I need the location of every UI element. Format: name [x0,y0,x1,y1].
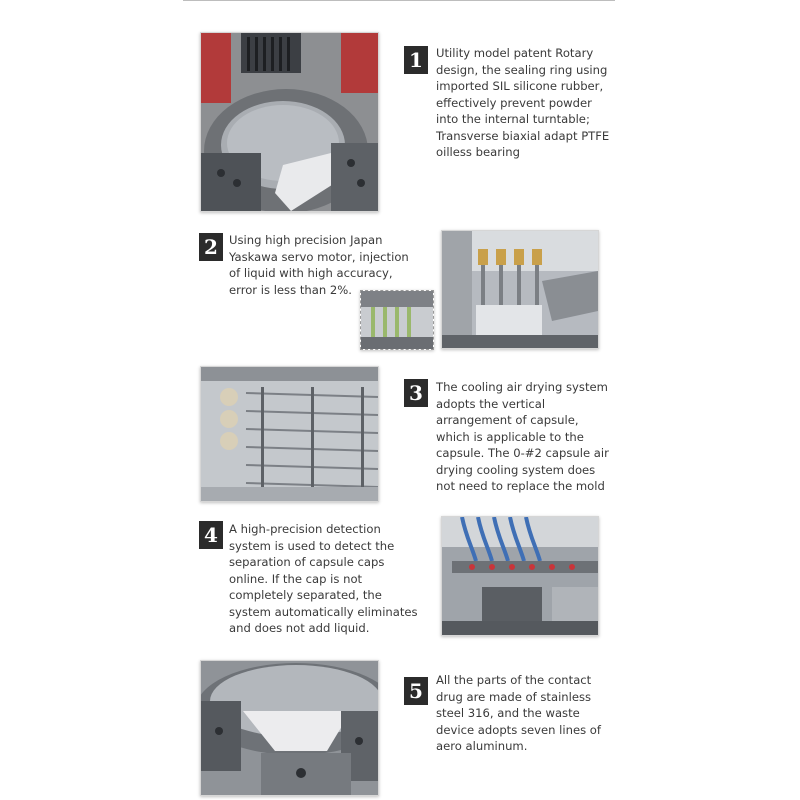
text-line: separation of capsule caps [229,555,385,569]
step-3-description [436,379,609,495]
text-line: Utility model patent Rotary [436,46,594,60]
text-line: Yaskawa servo motor, injection [229,249,409,264]
text-line: error is less than 2%. [229,282,352,297]
text-line: effectively prevent powder [436,95,592,110]
text-line: arrangement of capsule, [436,413,579,427]
text-line: drug are made of stainless [436,689,592,704]
step-number-4: 4 [199,521,223,549]
text-line: system automatically eliminates [229,604,418,619]
text-line: capsule. The 0-#2 capsule air [436,446,609,460]
text-line: online. If the cap is not [229,571,363,586]
step-5-description [436,672,601,755]
cap-detection-photo [441,516,599,636]
text-line: not need to replace the mold [436,479,605,493]
stainless-steel-parts-photo [200,660,379,796]
text-line: The cooling air drying system [436,380,608,394]
text-line: steel 316, and the waste [436,706,580,720]
text-line: A high-precision detection [229,522,381,536]
servo-injection-inset-photo [360,290,434,350]
text-line: Using high precision Japan [229,233,383,247]
text-line: Transverse biaxial adapt PTFE [436,128,610,143]
text-line: into the internal turntable; [436,112,590,126]
top-divider [183,0,615,1]
servo-injection-photo [441,230,599,349]
text-line: adopts the vertical [436,396,546,411]
text-line: system is used to detect the [229,538,395,553]
step-4-description [229,521,418,637]
text-line: drying cooling system does [436,462,596,477]
text-line: device adopts seven lines of [436,722,601,737]
cooling-drying-system-photo [200,366,379,502]
step-number-5: 5 [404,677,428,705]
step-number-1: 1 [404,46,428,74]
step-1-description [436,45,609,161]
text-line: All the parts of the contact [436,673,592,687]
text-line: imported SIL silicone rubber, [436,79,604,93]
rotary-turntable-photo [200,32,379,212]
text-line: which is applicable to the [436,429,584,444]
text-line: design, the sealing ring using [436,62,608,77]
text-line: of liquid with high accuracy, [229,266,393,280]
text-line: oilless bearing [436,145,520,159]
step-2-description [229,232,409,298]
text-line: aero aluminum. [436,739,528,753]
step-number-3: 3 [404,379,428,407]
text-line: completely separated, the [229,588,382,602]
step-number-2: 2 [199,233,223,261]
text-line: and does not add liquid. [229,621,370,635]
